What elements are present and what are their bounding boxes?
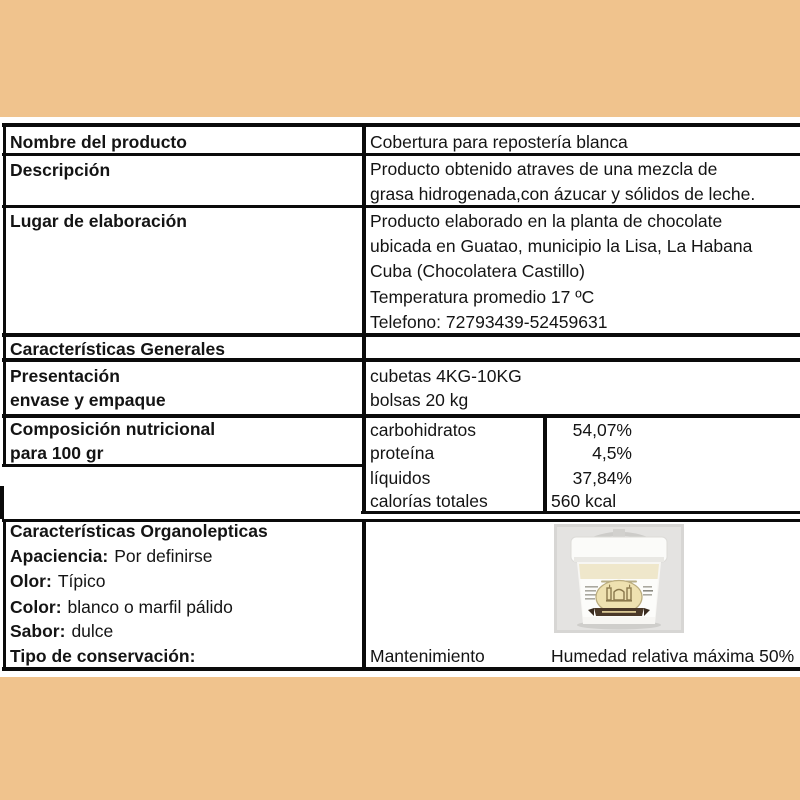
lugar-value-line-5: Telefono: 72793439-52459631 bbox=[370, 312, 608, 332]
left-border-fragment bbox=[0, 486, 4, 519]
nutrient-value-liquidos: 37,84% bbox=[572, 468, 632, 488]
presentacion-label-line-1: Presentación bbox=[10, 366, 120, 386]
nutrient-value-calorias: 560 kcal bbox=[551, 491, 617, 511]
left-border-lower bbox=[3, 519, 6, 671]
table-bottom-border bbox=[2, 667, 800, 671]
generales-label: Características Generales bbox=[10, 339, 225, 359]
nutrient-name-liquidos: líquidos bbox=[370, 468, 431, 488]
attribute-color-label: Color: bbox=[10, 597, 62, 617]
descripcion-value-line-1: Producto obtenido atraves de una mezcla de bbox=[370, 159, 718, 179]
mantenimiento-value: Mantenimiento bbox=[370, 646, 485, 666]
lugar-value-line-1: Producto elaborado en la planta de chocolate bbox=[370, 211, 723, 231]
presentacion-label-line-2: envase y empaque bbox=[10, 390, 166, 410]
left-border-upper bbox=[3, 123, 6, 467]
attribute-sabor-value: dulce bbox=[71, 621, 114, 641]
border-below-nutrition-subtable bbox=[361, 511, 800, 514]
attribute-olor-value: Típico bbox=[57, 571, 106, 591]
border-below-descripcion bbox=[2, 205, 800, 208]
nutrient-name-calorias: calorías totales bbox=[370, 491, 488, 511]
border-below-lugar bbox=[2, 333, 800, 337]
attribute-apariencia-value: Por definirse bbox=[114, 546, 213, 566]
attribute-olor-label: Olor: bbox=[10, 571, 52, 591]
nutrient-name-proteina: proteína bbox=[370, 443, 435, 463]
nutrient-name-carbohidratos: carbohidratos bbox=[370, 420, 477, 440]
presentacion-value-line-1: cubetas 4KG-10KG bbox=[370, 366, 522, 386]
border-below-presentacion bbox=[2, 414, 800, 418]
attribute-olor bbox=[10, 571, 105, 591]
border-below-composicion-label-cell bbox=[2, 464, 365, 467]
attribute-sabor-label: Sabor: bbox=[10, 621, 66, 641]
attribute-apariencia-label: Apaciencia: bbox=[10, 546, 109, 566]
attribute-color bbox=[10, 597, 233, 617]
composicion-label-line-2: para 100 gr bbox=[10, 443, 104, 463]
table-top-border bbox=[2, 123, 800, 127]
descripcion-value-line-2: grasa hidrogenada,con ázucar y sólidos de leche. bbox=[370, 184, 756, 204]
lugar-value-line-4: Temperatura promedio 17 ºC bbox=[370, 287, 595, 307]
column-divider-upper bbox=[362, 123, 366, 514]
nutrient-value-proteina: 4,5% bbox=[592, 443, 632, 463]
nutrient-value-carbohidratos: 54,07% bbox=[572, 420, 632, 440]
nombre-label: Nombre del producto bbox=[10, 132, 187, 152]
presentacion-value-line-2: bolsas 20 kg bbox=[370, 390, 469, 410]
lugar-value-line-3: Cuba (Chocolatera Castillo) bbox=[370, 261, 585, 281]
descripcion-label: Descripción bbox=[10, 160, 111, 180]
border-below-nombre bbox=[2, 153, 800, 156]
attribute-apariencia bbox=[10, 546, 212, 566]
lugar-value-line-2: ubicada en Guatao, municipio la Lisa, La Habana bbox=[370, 236, 753, 256]
organolepticas-title: Características Organolepticas bbox=[10, 521, 268, 541]
humedad-value: Humedad relativa máxima 50% bbox=[551, 646, 795, 666]
composicion-label-line-1: Composición nutricional bbox=[10, 419, 216, 439]
product-tub-photo bbox=[554, 524, 684, 633]
attribute-color-value: blanco o marfil pálido bbox=[67, 597, 233, 617]
attribute-sabor bbox=[10, 621, 113, 641]
conservacion-label: Tipo de conservación: bbox=[10, 646, 196, 666]
column-divider-lower bbox=[362, 519, 366, 667]
nombre-value: Cobertura para repostería blanca bbox=[370, 132, 628, 152]
product-tub-illustration bbox=[554, 524, 684, 633]
lugar-label: Lugar de elaboración bbox=[10, 211, 187, 231]
